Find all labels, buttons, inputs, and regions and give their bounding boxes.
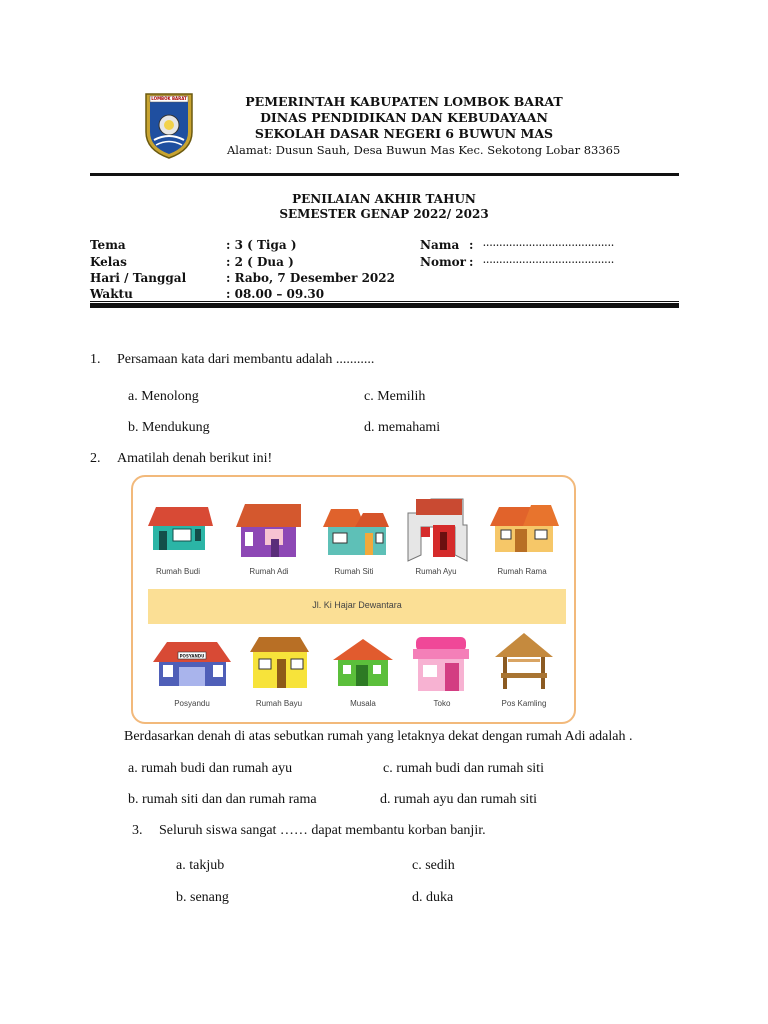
hari-label: Hari / Tanggal <box>90 271 187 285</box>
hari-value: : Rabo, 7 Desember 2022 <box>226 271 395 285</box>
house-rumah-budi <box>148 507 213 550</box>
nama-field[interactable]: ........................................ <box>483 238 615 248</box>
logo-text: LOMBOK BARAT <box>151 96 187 101</box>
nomor-label: Nomor <box>420 255 466 269</box>
school-logo <box>144 92 194 160</box>
caption-rumah-ayu: Rumah Ayu <box>415 567 457 576</box>
exam-title: PENILAIAN AKHIR TAHUN <box>292 192 476 206</box>
house-rumah-siti <box>323 509 389 555</box>
q2-number: 2. <box>90 451 101 466</box>
q1-option-c[interactable]: c. Memilih <box>364 389 426 404</box>
tema-value: : 3 ( Tiga ) <box>226 238 297 252</box>
letterhead-divider <box>90 173 679 176</box>
caption-rumah-rama: Rumah Rama <box>497 567 547 576</box>
nomor-separator: : <box>469 255 474 269</box>
caption-rumah-budi: Rumah Budi <box>155 567 201 576</box>
nama-label: Nama <box>420 238 460 252</box>
house-rumah-adi <box>236 504 301 557</box>
q2-option-d[interactable]: d. rumah ayu dan rumah siti <box>380 792 538 807</box>
posyandu-sign: POSYANDU <box>179 653 205 659</box>
header-line-1: PEMERINTAH KABUPATEN LOMBOK BARAT <box>245 94 563 109</box>
nomor-field[interactable]: ........................................ <box>483 255 615 265</box>
caption-pos-kamling: Pos Kamling <box>501 699 547 708</box>
q1-option-a[interactable]: a. Menolong <box>128 389 199 404</box>
q2-followup: Berdasarkan denah di atas sebutkan rumah yang letaknya dekat dengan rumah Adi adalah . <box>124 729 633 744</box>
header-line-2: DINAS PENDIDIKAN DAN KEBUDAYAAN <box>260 110 548 125</box>
info-divider-thick <box>90 303 679 308</box>
house-rumah-rama <box>490 505 559 552</box>
waktu-value: : 08.00 – 09.30 <box>226 287 325 301</box>
building-toko <box>413 637 469 691</box>
building-pos-kamling <box>495 633 553 689</box>
q3-text: Seluruh siswa sangat …… dapat membantu korban banjir. <box>159 823 486 838</box>
exam-semester: SEMESTER GENAP 2022/ 2023 <box>279 207 489 221</box>
caption-rumah-adi: Rumah Adi <box>249 567 289 576</box>
q3-option-a[interactable]: a. takjub <box>176 858 225 873</box>
q1-option-b[interactable]: b. Mendukung <box>128 420 210 435</box>
caption-toko: Toko <box>433 699 451 708</box>
q3-option-d[interactable]: d. duka <box>412 890 454 905</box>
q3-option-c[interactable]: c. sedih <box>412 858 455 873</box>
caption-rumah-siti: Rumah Siti <box>334 567 374 576</box>
q1-text: Persamaan kata dari membantu adalah ........... <box>117 352 375 367</box>
q2-text: Amatilah denah berikut ini! <box>117 451 273 466</box>
waktu-label: Waktu <box>90 287 133 301</box>
tema-label: Tema <box>90 238 126 252</box>
header-line-3: SEKOLAH DASAR NEGERI 6 BUWUN MAS <box>254 126 554 141</box>
house-rumah-ayu <box>408 499 467 561</box>
q2-option-b[interactable]: b. rumah siti dan dan rumah rama <box>128 792 317 807</box>
q1-number: 1. <box>90 352 101 367</box>
caption-rumah-bayu: Rumah Bayu <box>255 699 303 708</box>
q1-option-d[interactable]: d. memahami <box>364 420 441 435</box>
caption-posyandu: Posyandu <box>174 699 210 708</box>
info-divider-thin <box>90 301 679 302</box>
kelas-label: Kelas <box>90 255 127 269</box>
house-rumah-bayu <box>250 637 309 688</box>
neighborhood-map <box>131 475 576 724</box>
building-musala <box>333 639 393 686</box>
q3-number: 3. <box>132 823 143 838</box>
road-label: Jl. Ki Hajar Dewantara <box>312 600 402 610</box>
kelas-value: : 2 ( Dua ) <box>226 255 294 269</box>
nama-separator: : <box>469 238 474 252</box>
q2-option-c[interactable]: c. rumah budi dan rumah siti <box>383 761 544 776</box>
q3-option-b[interactable]: b. senang <box>176 890 229 905</box>
caption-musala: Musala <box>350 699 376 708</box>
building-posyandu <box>153 642 231 686</box>
school-address: Alamat: Dusun Sauh, Desa Buwun Mas Kec. Sekotong Lobar 83365 <box>227 143 621 157</box>
q2-option-a[interactable]: a. rumah budi dan rumah ayu <box>128 761 293 776</box>
